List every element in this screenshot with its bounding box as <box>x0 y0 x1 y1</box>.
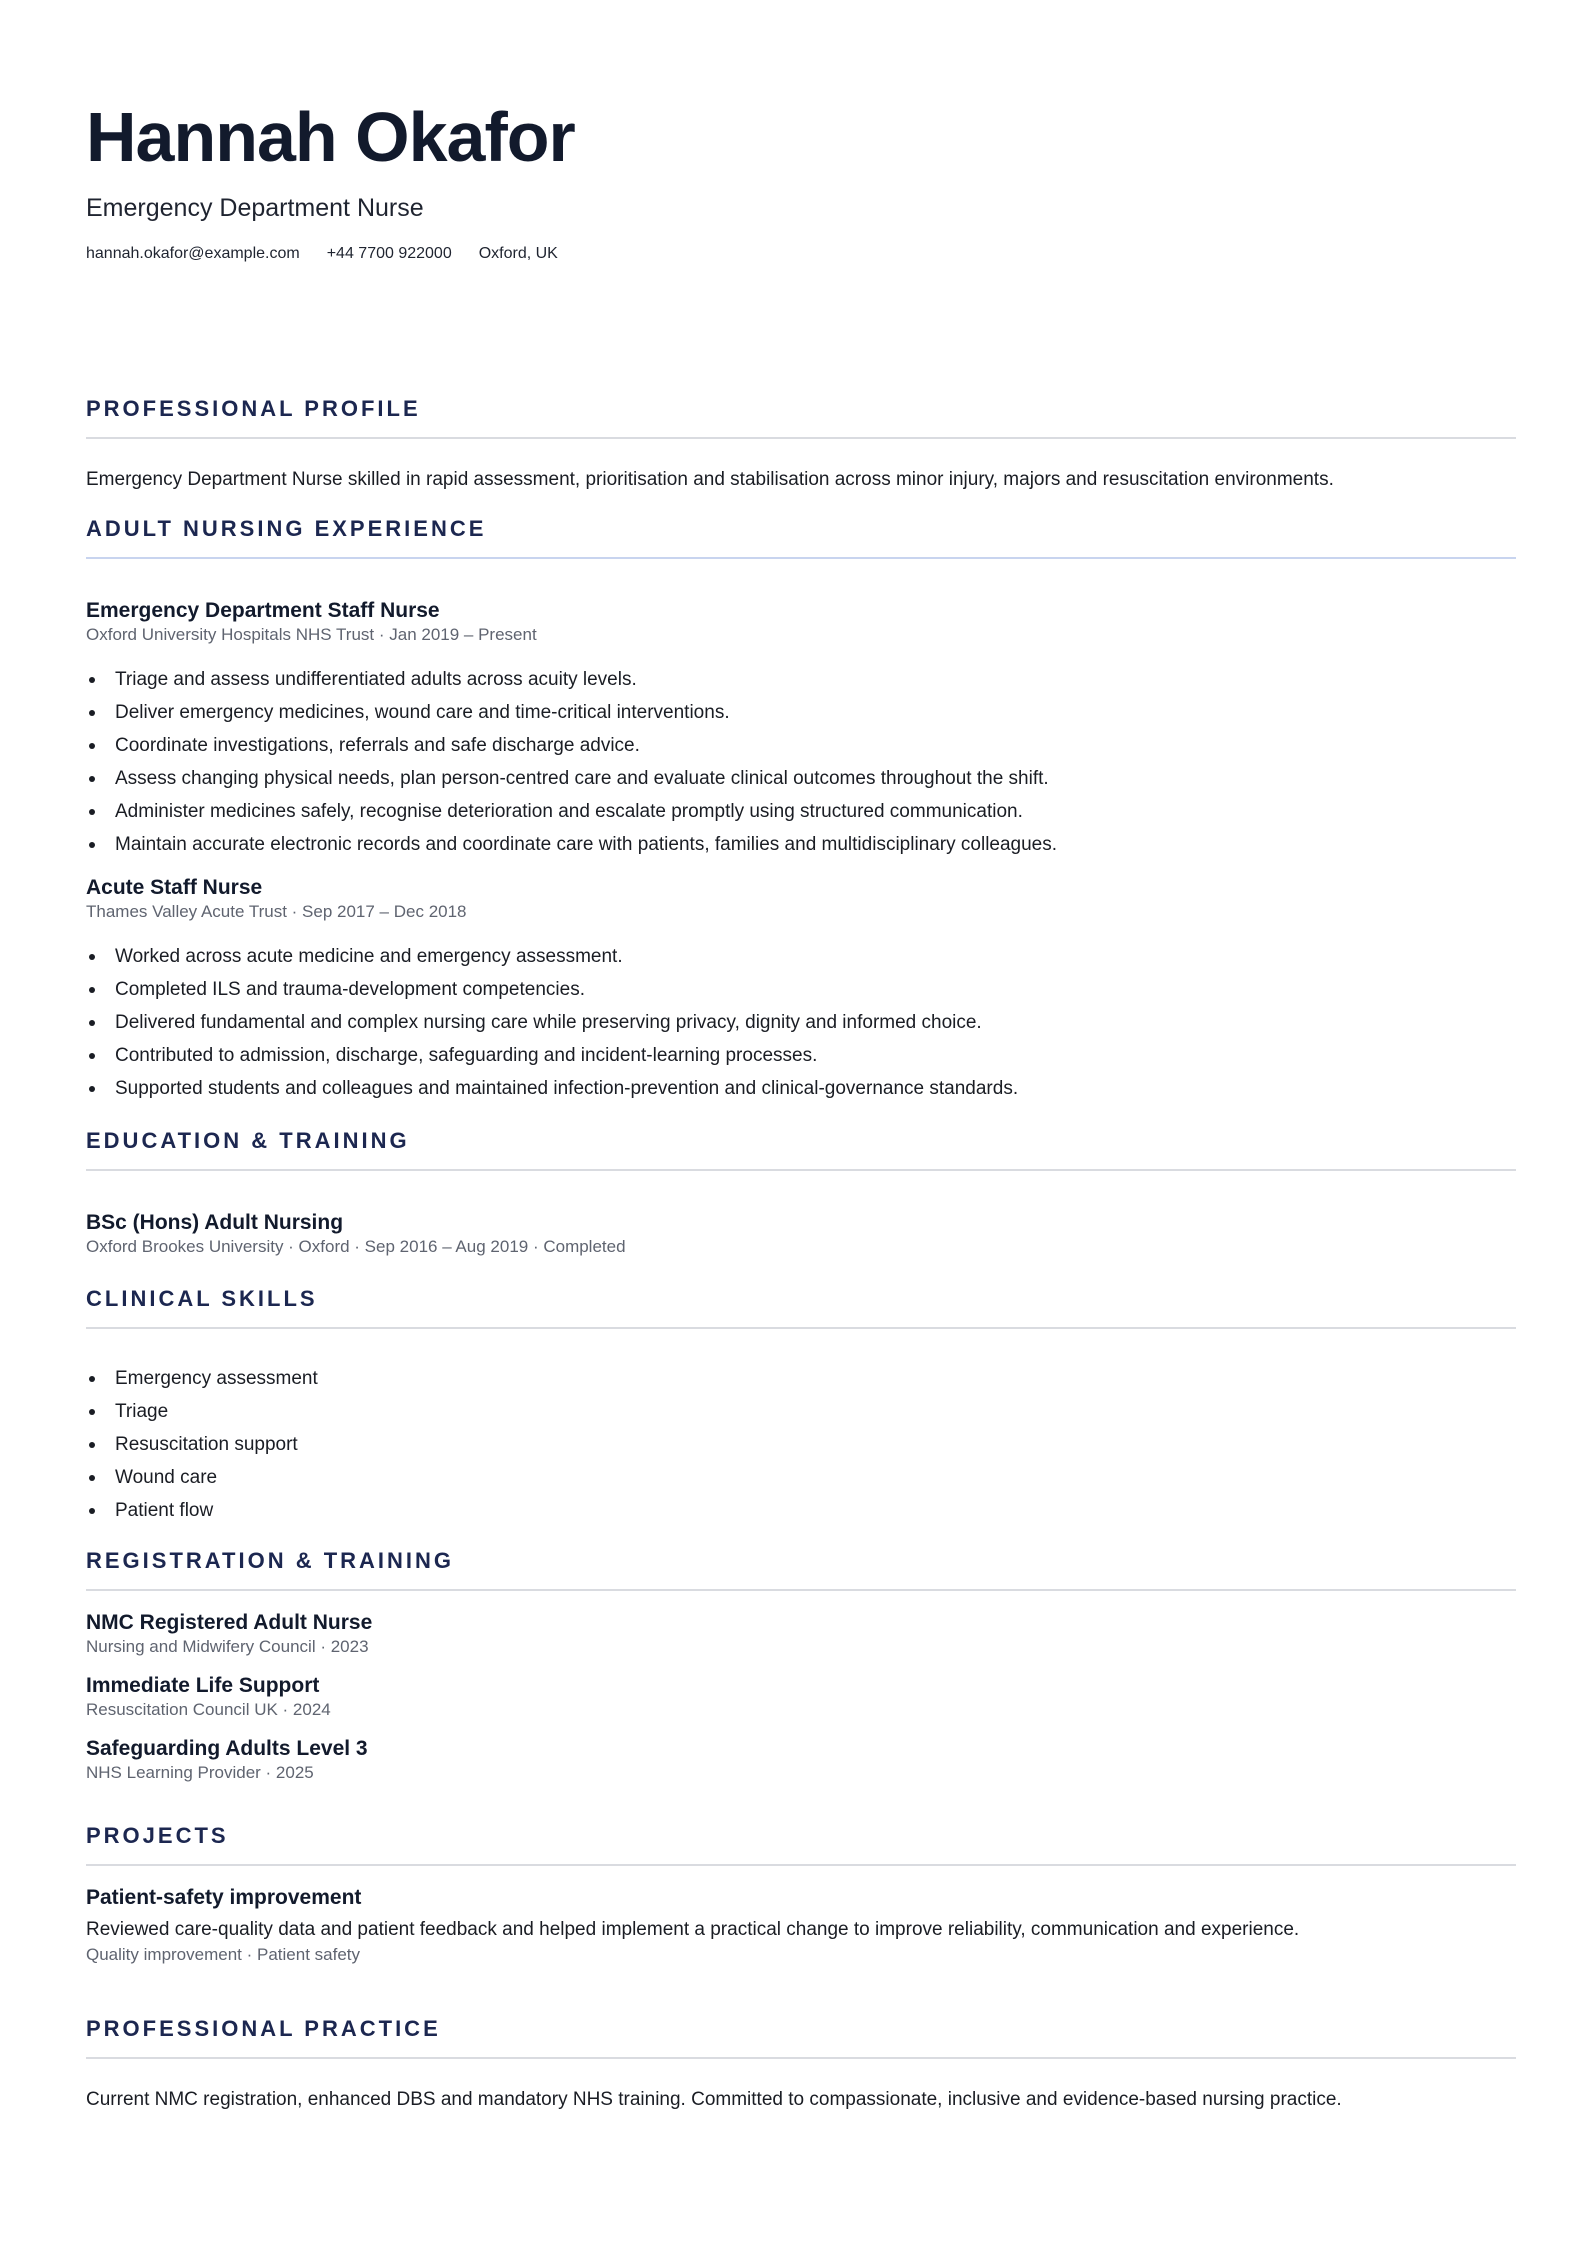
list-item: Delivered fundamental and complex nursing care while preserving privacy, dignity and informed choice. <box>86 1006 1516 1039</box>
list-item: Completed ILS and trauma-development competencies. <box>86 973 1516 1006</box>
project-title: Patient-safety improvement <box>86 1886 362 1909</box>
contact-location: Oxford, UK <box>478 245 558 262</box>
project-entry <box>86 1885 1516 1966</box>
list-item: Worked across acute medicine and emergency assessment. <box>86 940 1516 973</box>
section-title: PROFESSIONAL PROFILE <box>86 396 421 421</box>
job-title: Acute Staff Nurse <box>86 876 263 899</box>
section-skills <box>86 1285 1516 1527</box>
section-title: ADULT NURSING EXPERIENCE <box>86 516 487 541</box>
section-practice <box>86 2015 1516 2114</box>
list-item: Administer medicines safely, recognise deterioration and escalate promptly using structured communication. <box>86 795 1516 828</box>
project-description: Reviewed care-quality data and patient feedback and helped implement a practical change to improve reliability, communication and experience. <box>86 1919 1300 1940</box>
section-divider <box>86 1327 1516 1329</box>
list-item: Patient flow <box>86 1494 1516 1527</box>
section-title: PROFESSIONAL PRACTICE <box>86 2016 441 2041</box>
list-item: Resuscitation support <box>86 1428 1516 1461</box>
degree-title: BSc (Hons) Adult Nursing <box>86 1211 344 1234</box>
registration-entry <box>86 1736 1516 1784</box>
list-item: Deliver emergency medicines, wound care and time-critical interventions. <box>86 696 1516 729</box>
resume-header <box>86 92 1516 264</box>
section-divider <box>86 1589 1516 1591</box>
section-registration <box>86 1547 1516 1784</box>
contact-phone[interactable]: +44 7700 922000 <box>326 245 452 262</box>
job-meta: Thames Valley Acute Trust · Sep 2017 – Dec 2018 <box>86 902 467 921</box>
list-item: Maintain accurate electronic records and coordinate care with patients, families and multidisciplinary colleagues. <box>86 828 1516 861</box>
registration-title: NMC Registered Adult Nurse <box>86 1611 373 1634</box>
job-bullets <box>86 940 1516 1105</box>
contact-info <box>86 244 1516 264</box>
section-divider <box>86 437 1516 439</box>
list-item: Contributed to admission, discharge, safeguarding and incident-learning processes. <box>86 1039 1516 1072</box>
registration-meta: NHS Learning Provider · 2025 <box>86 1763 314 1782</box>
section-divider <box>86 557 1516 559</box>
section-divider <box>86 1169 1516 1171</box>
profile-text: Emergency Department Nurse skilled in rapid assessment, prioritisation and stabilisation across minor injury, majors and resuscitation environments. <box>86 469 1334 490</box>
job-entry <box>86 598 1516 861</box>
section-title: EDUCATION & TRAINING <box>86 1128 410 1153</box>
list-item: Supported students and colleagues and maintained infection-prevention and clinical-governance standards. <box>86 1072 1516 1105</box>
job-entry <box>86 875 1516 1105</box>
degree-meta: Oxford Brookes University · Oxford · Sep 2016 – Aug 2019 · Completed <box>86 1237 626 1256</box>
job-title: Emergency Department Staff Nurse <box>86 599 440 622</box>
skills-list <box>86 1362 1516 1527</box>
job-meta: Oxford University Hospitals NHS Trust · Jan 2019 – Present <box>86 625 537 644</box>
section-education <box>86 1127 1516 1258</box>
list-item: Coordinate investigations, referrals and safe discharge advice. <box>86 729 1516 762</box>
list-item: Assess changing physical needs, plan person-centred care and evaluate clinical outcomes throughout the shift. <box>86 762 1516 795</box>
registration-meta: Nursing and Midwifery Council · 2023 <box>86 1637 369 1656</box>
section-projects <box>86 1822 1516 1966</box>
registration-title: Immediate Life Support <box>86 1674 320 1697</box>
list-item: Emergency assessment <box>86 1362 1516 1395</box>
section-divider <box>86 2057 1516 2059</box>
job-bullets <box>86 663 1516 861</box>
registration-title: Safeguarding Adults Level 3 <box>86 1737 368 1760</box>
list-item: Wound care <box>86 1461 1516 1494</box>
practice-text: Current NMC registration, enhanced DBS and mandatory NHS training. Committed to compassionate, inclusive and evidence-based nursing practice. <box>86 2089 1342 2110</box>
project-tags: Quality improvement · Patient safety <box>86 1945 361 1964</box>
section-title: CLINICAL SKILLS <box>86 1286 318 1311</box>
section-title: REGISTRATION & TRAINING <box>86 1548 455 1573</box>
registration-entry <box>86 1673 1516 1721</box>
list-item: Triage and assess undifferentiated adults across acuity levels. <box>86 663 1516 696</box>
section-experience <box>86 515 1516 1105</box>
registration-entry <box>86 1610 1516 1658</box>
candidate-role: Emergency Department Nurse <box>86 194 424 222</box>
education-entry <box>86 1210 1516 1258</box>
registration-meta: Resuscitation Council UK · 2024 <box>86 1700 331 1719</box>
contact-email[interactable]: hannah.okafor@example.com <box>86 245 300 262</box>
list-item: Triage <box>86 1395 1516 1428</box>
section-divider <box>86 1864 1516 1866</box>
candidate-name: Hannah Okafor <box>86 98 575 176</box>
section-title: PROJECTS <box>86 1823 229 1848</box>
section-profile <box>86 395 1516 494</box>
